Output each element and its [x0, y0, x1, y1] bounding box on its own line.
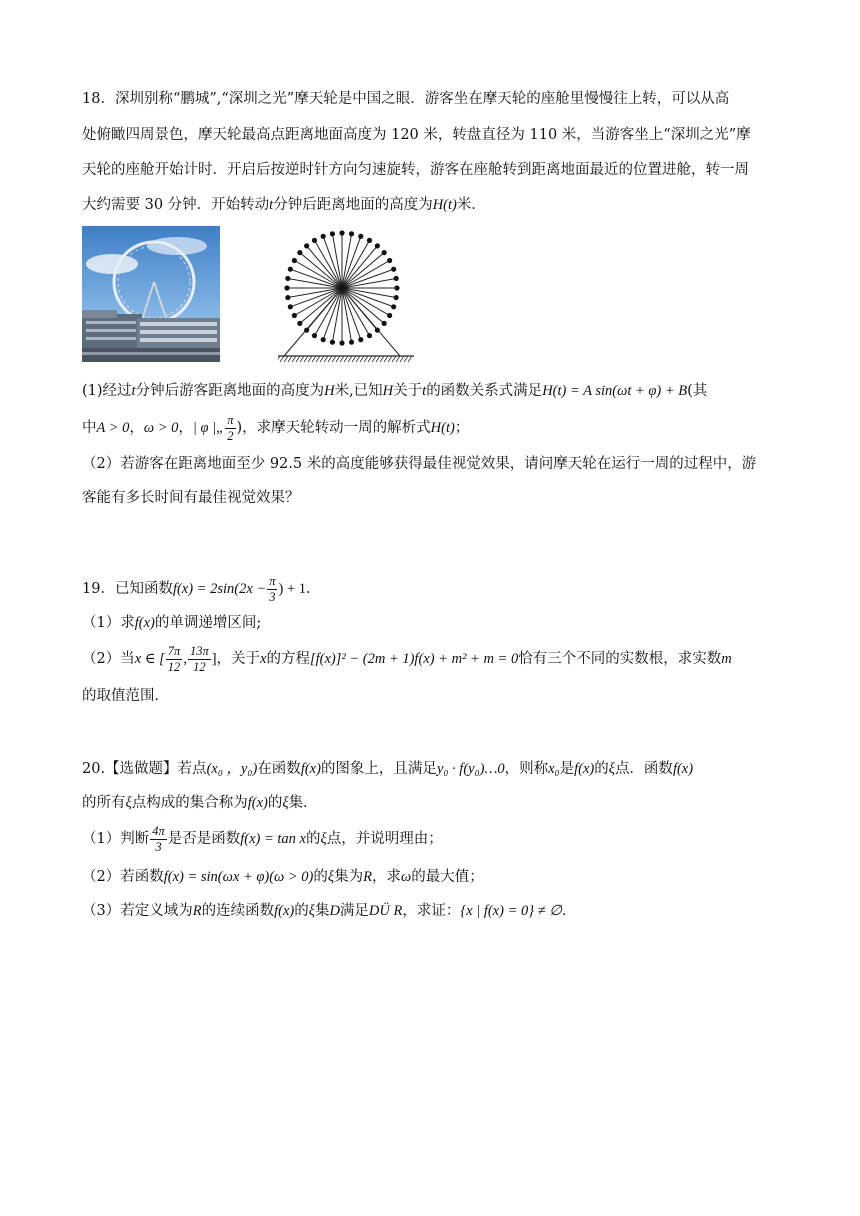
equation-fx: [f(x)]² − (2m + 1)f(x) + m² + m = 0: [309, 651, 519, 667]
ground-hatch: [312, 356, 316, 362]
wheel-seat: [312, 238, 317, 243]
wheel-seat: [349, 231, 354, 236]
wheel-seat: [394, 295, 399, 300]
ground-hatch: [328, 356, 332, 362]
wheel-seat: [304, 243, 309, 248]
wheel-seat: [288, 267, 293, 272]
fraction-7pi-over-12: $\frac{7\pi}{12}$: [167, 644, 181, 674]
q20-stem-line-2: 的所有ξ点构成的集合称为f(x)的ξ集．: [82, 795, 318, 811]
ground-hatch: [340, 356, 344, 362]
wheel-seat: [391, 267, 396, 272]
wheel-seat: [285, 276, 290, 281]
ground-hatch: [288, 356, 292, 362]
ground-hatch: [392, 356, 396, 362]
ground-hatch: [380, 356, 384, 362]
ground-hatch: [300, 356, 304, 362]
wheel-seat: [285, 295, 290, 300]
fraction-pi-over-2: $\frac{\pi}{2}$: [227, 413, 234, 443]
wheel-seat: [292, 258, 297, 263]
q18-line-3: 天轮的座舱开始计时．开启后按逆时针方向匀速旋转，游客在座舱转到距离地面最近的位置进舱，转一周: [82, 162, 749, 178]
ground-hatch: [332, 356, 336, 362]
q18-line-4: 大约需要 30 分钟．开始转动t分钟后距离地面的高度为H(t)米．: [82, 197, 486, 213]
ground-hatch: [344, 356, 348, 362]
ground-hatch: [376, 356, 380, 362]
wheel-seat: [321, 337, 326, 342]
ground-hatch: [320, 356, 324, 362]
wheel-seat: [284, 285, 289, 290]
ground-hatch: [304, 356, 308, 362]
ground-hatch: [336, 356, 340, 362]
wheel-seat: [330, 340, 335, 345]
wheel-seat: [358, 234, 363, 239]
q18-part2-line-1: （2）若游客在距离地面至少 92.5 米的高度能够获得最佳视觉效果，请问摩天轮在运行一周的过程中，游: [82, 456, 757, 472]
wheel-seat: [391, 304, 396, 309]
wheel-seat: [312, 333, 317, 338]
q20-part2: （2）若函数f(x) = sin(ωx + φ)(ω > 0)的ξ集为R，求ω的最大值；: [82, 869, 484, 885]
q20-part3: （3）若定义域为R的连续函数f(x)的ξ集D满足DÜ R，求证：{x | f(x) = 0} ≠ ∅．: [82, 903, 577, 919]
ground-hatch: [408, 356, 412, 362]
wheel-seat: [321, 234, 326, 239]
ground-hatch: [348, 356, 352, 362]
wheel-seat: [304, 328, 309, 333]
ground-hatch: [388, 356, 392, 362]
q18-part1-line-1: (1)经过t分钟后游客距离地面的高度为H米,已知H关于t的函数关系式满足H(t) = A sin(ωt + φ) + B(其: [82, 383, 708, 399]
ground-hatch: [296, 356, 300, 362]
ground-hatch: [384, 356, 388, 362]
ground-hatch: [284, 356, 288, 362]
ferris-wheel-diagram: [278, 224, 418, 364]
q19-stem: 19．已知函数f(x) = 2sin(2x − $\frac{\pi}{3}$ ) + 1．: [82, 574, 321, 604]
ferris-wheel-photo: [82, 226, 220, 362]
wheel-seat: [387, 313, 392, 318]
ground-hatch: [404, 356, 408, 362]
wheel-seat: [382, 321, 387, 326]
q20-stem-line-1: 20.【选做题】若点(x₀ ，y₀)在函数f(x)的图象上，且满足y₀ · f(y₀)…0，则称x₀是f(x)的ξ点．函数f(x): [82, 761, 694, 777]
q20-part1: （1）判断 $\frac{4\pi}{3}$ 是否是函数f(x) = tan x的ξ点，并说明理由；: [82, 824, 443, 854]
wheel-seat: [375, 243, 380, 248]
ground-hatch: [400, 356, 404, 362]
q19-part2-line-1: （2）当x ∈ [ $\frac{7\pi}{12}$ , $\frac{13\pi}{12}$ ]，关于x的方程[f(x)]² − (2m + 1)f(x) + m² + m = 0恰有三个不同的实数根，求实数m: [82, 644, 732, 674]
wheel-seat: [394, 276, 399, 281]
wheel-seat: [367, 333, 372, 338]
wheel-seat: [297, 321, 302, 326]
wheel-seat: [382, 250, 387, 255]
ground-hatch: [364, 356, 368, 362]
ground-hatch: [356, 356, 360, 362]
wheel-seat: [297, 250, 302, 255]
q19-part1: （1）求f(x)的单调递增区间;: [82, 615, 262, 631]
fraction-pi-over-3: $\frac{\pi}{3}$: [269, 574, 276, 604]
wheel-hub: [339, 285, 345, 291]
q18-part1-line-2: 中A > 0，ω > 0，| φ |„ $\frac{\pi}{2}$ )，求摩天轮转动一周的解析式H(t)；: [82, 413, 470, 443]
ground-hatch: [308, 356, 312, 362]
wheel-seat: [330, 231, 335, 236]
wheel-seat: [387, 258, 392, 263]
ground-hatch: [352, 356, 356, 362]
wheel-seat: [375, 328, 380, 333]
wheel-seat: [288, 304, 293, 309]
q18-part2-line-2: 客能有多长时间有最佳视觉效果？: [82, 490, 300, 506]
ground-hatch: [324, 356, 328, 362]
ground-hatch: [372, 356, 376, 362]
fraction-13pi-over-12: $\frac{13\pi}{12}$: [189, 644, 209, 674]
formula-H-t: H(t) = A sin(ωt + φ) + B: [542, 383, 688, 399]
wheel-seat: [394, 285, 399, 290]
fraction-4pi-over-3: $\frac{4\pi}{3}$: [152, 824, 165, 854]
wheel-seat: [339, 230, 344, 235]
ground-hatch: [368, 356, 372, 362]
wheel-seat: [358, 337, 363, 342]
ground-hatch: [278, 356, 280, 362]
q18-line-2: 处俯瞰四周景色，摩天轮最高点距离地面高度为 120 米，转盘直径为 110 米，当游客坐上“深圳之光”摩: [82, 127, 751, 143]
q19-part2-line-2: 的取值范围．: [82, 688, 169, 704]
wheel-seat: [367, 238, 372, 243]
ground-hatch: [292, 356, 296, 362]
wheel-seat: [339, 340, 344, 345]
ground-hatch: [280, 356, 284, 362]
ground-hatch: [360, 356, 364, 362]
ground-hatch: [316, 356, 320, 362]
wheel-seat: [292, 313, 297, 318]
ground-hatch: [396, 356, 400, 362]
q18-line-1: 18．深圳别称“鹏城”,“深圳之光”摩天轮是中国之眼．游客坐在摩天轮的座舱里慢慢往上转，可以从高: [82, 91, 730, 107]
wheel-seat: [349, 340, 354, 345]
